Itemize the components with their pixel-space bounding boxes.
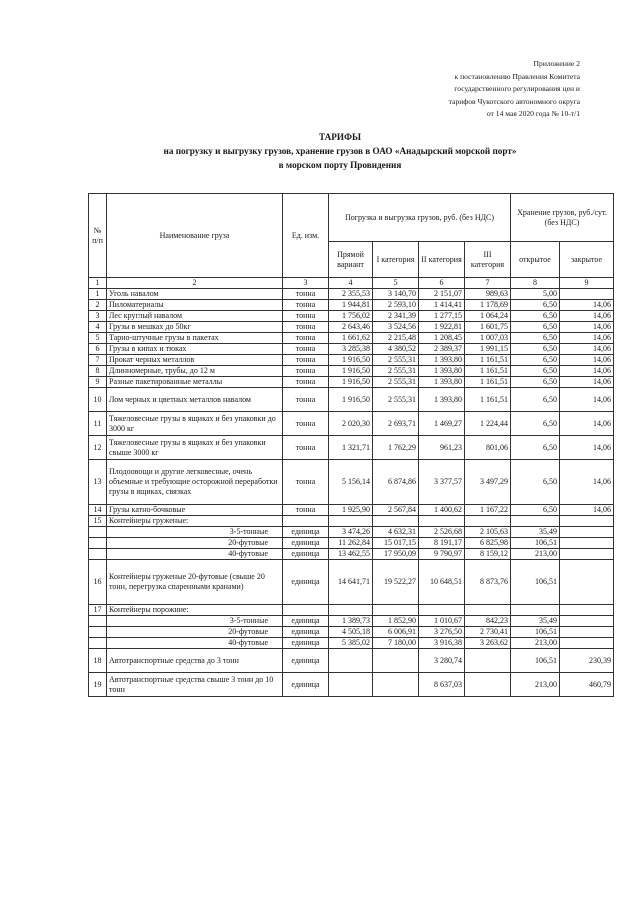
price-cat2: 1 393,80 <box>419 355 465 366</box>
storage-open: 6,50 <box>511 366 560 377</box>
header-cat2: II категория <box>419 242 465 278</box>
price-cat3: 1 161,51 <box>465 377 511 388</box>
header-cat3: III категория <box>465 242 511 278</box>
header-cat1: I категория <box>373 242 419 278</box>
price-cat1: 4 632,31 <box>373 527 419 538</box>
price-cat3: 1 178,69 <box>465 300 511 311</box>
price-cat2: 1 393,80 <box>419 388 465 412</box>
price-cat1: 4 380,52 <box>373 344 419 355</box>
storage-open: 6,50 <box>511 322 560 333</box>
storage-closed: 14,06 <box>560 344 614 355</box>
cargo-name: Тарно-штучные грузы в пакетах <box>107 333 283 344</box>
cargo-name: Уголь навалом <box>107 289 283 300</box>
price-cat1: 2 555,31 <box>373 388 419 412</box>
price-direct <box>329 673 373 697</box>
price-cat3: 1 224,44 <box>465 412 511 436</box>
column-index: 8 <box>511 278 560 289</box>
table-row <box>89 538 614 549</box>
price-direct: 1 916,50 <box>329 377 373 388</box>
storage-closed <box>560 605 614 616</box>
header-unit: Ед. изм. <box>283 194 329 278</box>
unit: единица <box>283 649 329 673</box>
storage-closed: 14,06 <box>560 388 614 412</box>
price-cat2: 2 389,37 <box>419 344 465 355</box>
storage-open: 6,50 <box>511 300 560 311</box>
header-open: открытое <box>511 242 560 278</box>
unit: тонна <box>283 460 329 505</box>
price-cat1: 6 874,86 <box>373 460 419 505</box>
cargo-name: Лом черных и цветных металлов навалом <box>107 388 283 412</box>
appendix-line: от 14 мая 2020 года № 10-т/1 <box>486 109 580 119</box>
price-direct: 13 462,55 <box>329 549 373 560</box>
row-number <box>89 527 107 538</box>
header-loading: Погрузка и выгрузка грузов, руб. (без НДС) <box>329 194 511 242</box>
table-row <box>89 605 614 616</box>
storage-open <box>511 516 560 527</box>
storage-open <box>511 605 560 616</box>
price-cat3: 1 161,51 <box>465 366 511 377</box>
unit: единица <box>283 527 329 538</box>
cargo-name: 20-футовые <box>107 627 283 638</box>
storage-open: 6,50 <box>511 333 560 344</box>
price-cat1: 2 341,39 <box>373 311 419 322</box>
unit: тонна <box>283 377 329 388</box>
unit: тонна <box>283 322 329 333</box>
price-cat1: 2 593,10 <box>373 300 419 311</box>
price-cat3: 1 991,15 <box>465 344 511 355</box>
price-cat3 <box>465 516 511 527</box>
table-row <box>89 344 614 355</box>
row-number: 3 <box>89 311 107 322</box>
row-number: 2 <box>89 300 107 311</box>
price-cat3: 801,06 <box>465 436 511 460</box>
storage-closed <box>560 516 614 527</box>
storage-open: 35,49 <box>511 616 560 627</box>
table-row <box>89 289 614 300</box>
table-row <box>89 516 614 527</box>
cargo-name: Тяжеловесные грузы в ящиках и без упаковки свыше 3000 кг <box>107 436 283 460</box>
table-row <box>89 355 614 366</box>
cargo-name: Грузы в мешках до 50кг <box>107 322 283 333</box>
table-row <box>89 673 614 697</box>
price-cat1: 3 140,70 <box>373 289 419 300</box>
unit: тонна <box>283 333 329 344</box>
storage-open: 106,51 <box>511 538 560 549</box>
table-row <box>89 560 614 605</box>
price-direct: 1 916,50 <box>329 388 373 412</box>
row-number: 8 <box>89 366 107 377</box>
unit: тонна <box>283 300 329 311</box>
unit <box>283 516 329 527</box>
unit: единица <box>283 638 329 649</box>
price-direct: 1 916,50 <box>329 355 373 366</box>
unit: единица <box>283 549 329 560</box>
storage-closed: 14,06 <box>560 322 614 333</box>
price-direct: 5 156,14 <box>329 460 373 505</box>
appendix-line: тарифов Чукотского автономного округа <box>448 96 580 106</box>
table-row <box>89 388 614 412</box>
storage-closed: 14,06 <box>560 377 614 388</box>
storage-closed <box>560 527 614 538</box>
price-cat1: 1 762,29 <box>373 436 419 460</box>
price-direct: 1 321,71 <box>329 436 373 460</box>
price-cat3: 2 730,41 <box>465 627 511 638</box>
price-cat2: 1 208,45 <box>419 333 465 344</box>
storage-closed <box>560 638 614 649</box>
price-direct: 3 474,26 <box>329 527 373 538</box>
storage-closed <box>560 538 614 549</box>
storage-open: 106,51 <box>511 560 560 605</box>
column-index-row <box>89 278 614 289</box>
price-cat3: 1 161,51 <box>465 388 511 412</box>
storage-open: 213,00 <box>511 673 560 697</box>
table-row <box>89 549 614 560</box>
table-row <box>89 366 614 377</box>
cargo-name: Прокат черных металлов <box>107 355 283 366</box>
price-cat1: 2 693,71 <box>373 412 419 436</box>
price-cat2: 1 400,62 <box>419 505 465 516</box>
price-cat3 <box>465 673 511 697</box>
price-direct <box>329 516 373 527</box>
storage-open: 6,50 <box>511 355 560 366</box>
row-number: 7 <box>89 355 107 366</box>
header-name: Наименование груза <box>107 194 283 278</box>
price-cat3 <box>465 649 511 673</box>
price-cat2: 961,23 <box>419 436 465 460</box>
storage-closed: 14,06 <box>560 505 614 516</box>
table-row <box>89 377 614 388</box>
row-number <box>89 616 107 627</box>
unit: тонна <box>283 436 329 460</box>
document-title <box>120 130 560 172</box>
row-number: 10 <box>89 388 107 412</box>
price-cat2: 1 393,80 <box>419 366 465 377</box>
table-row <box>89 627 614 638</box>
column-index: 3 <box>283 278 329 289</box>
cargo-name: Разные пакетированные металлы <box>107 377 283 388</box>
row-number: 13 <box>89 460 107 505</box>
price-cat2: 1 393,80 <box>419 377 465 388</box>
tariff-table <box>88 193 614 697</box>
price-cat1: 3 524,56 <box>373 322 419 333</box>
unit: тонна <box>283 505 329 516</box>
unit: тонна <box>283 289 329 300</box>
price-cat1 <box>373 605 419 616</box>
unit: единица <box>283 538 329 549</box>
storage-open: 6,50 <box>511 460 560 505</box>
storage-closed <box>560 627 614 638</box>
price-cat3: 1 161,51 <box>465 355 511 366</box>
price-cat3: 3 497,29 <box>465 460 511 505</box>
price-cat1: 2 555,31 <box>373 377 419 388</box>
storage-open: 6,50 <box>511 311 560 322</box>
price-cat2: 8 637,03 <box>419 673 465 697</box>
row-number: 5 <box>89 333 107 344</box>
storage-closed: 14,06 <box>560 366 614 377</box>
cargo-name: 40-футовые <box>107 549 283 560</box>
header-closed: закрытое <box>560 242 614 278</box>
row-number: 1 <box>89 289 107 300</box>
table-row <box>89 436 614 460</box>
column-index: 9 <box>560 278 614 289</box>
unit: тонна <box>283 355 329 366</box>
row-number <box>89 549 107 560</box>
price-direct: 1 944,81 <box>329 300 373 311</box>
cargo-name: Длинномерные, трубы, до 12 м <box>107 366 283 377</box>
cargo-name: Автотранспортные средства до 3 тонн <box>107 649 283 673</box>
title-main: ТАРИФЫ <box>319 132 361 142</box>
price-direct: 1 756,02 <box>329 311 373 322</box>
cargo-name: Лес круглый навалом <box>107 311 283 322</box>
price-cat3 <box>465 605 511 616</box>
unit: единица <box>283 673 329 697</box>
price-cat3: 842,23 <box>465 616 511 627</box>
price-cat1: 19 522,27 <box>373 560 419 605</box>
cargo-name: 3-5-тонные <box>107 616 283 627</box>
cargo-name: 20-футовые <box>107 538 283 549</box>
price-cat2: 1 277,15 <box>419 311 465 322</box>
cargo-name: Грузы в кипах и тюках <box>107 344 283 355</box>
cargo-name: 40-футовые <box>107 638 283 649</box>
storage-closed: 14,06 <box>560 333 614 344</box>
unit: тонна <box>283 366 329 377</box>
price-direct: 11 262,84 <box>329 538 373 549</box>
column-index: 7 <box>465 278 511 289</box>
price-cat2: 2 151,07 <box>419 289 465 300</box>
cargo-name: 3-5-тонные <box>107 527 283 538</box>
storage-open: 106,51 <box>511 627 560 638</box>
storage-open: 35,49 <box>511 527 560 538</box>
cargo-name: Грузы катно-бочковые <box>107 505 283 516</box>
price-cat1 <box>373 516 419 527</box>
price-cat2: 1 922,81 <box>419 322 465 333</box>
appendix-line: Приложение 2 <box>533 59 580 68</box>
table-row <box>89 412 614 436</box>
row-number: 16 <box>89 560 107 605</box>
unit: единица <box>283 560 329 605</box>
row-number: 19 <box>89 673 107 697</box>
storage-closed: 230,39 <box>560 649 614 673</box>
price-cat1: 17 950,09 <box>373 549 419 560</box>
price-cat2: 8 191,17 <box>419 538 465 549</box>
storage-open: 213,00 <box>511 638 560 649</box>
storage-closed <box>560 616 614 627</box>
table-row <box>89 300 614 311</box>
table-row <box>89 322 614 333</box>
row-number: 12 <box>89 436 107 460</box>
price-cat2: 3 280,74 <box>419 649 465 673</box>
appendix-line: к постановлению Правления Комитета <box>454 71 580 81</box>
price-cat1: 2 555,31 <box>373 366 419 377</box>
price-cat1: 1 852,90 <box>373 616 419 627</box>
price-cat2 <box>419 605 465 616</box>
table-row <box>89 638 614 649</box>
cargo-name: Пиломатериалы <box>107 300 283 311</box>
price-cat3: 1 064,24 <box>465 311 511 322</box>
column-index: 1 <box>89 278 107 289</box>
unit <box>283 605 329 616</box>
storage-open: 6,50 <box>511 377 560 388</box>
column-index: 5 <box>373 278 419 289</box>
price-cat2: 3 276,50 <box>419 627 465 638</box>
header-num: № п/п <box>89 194 107 278</box>
storage-open: 6,50 <box>511 344 560 355</box>
price-cat1: 6 006,91 <box>373 627 419 638</box>
price-cat1: 2 555,31 <box>373 355 419 366</box>
price-direct: 1 389,73 <box>329 616 373 627</box>
price-cat3: 8 873,76 <box>465 560 511 605</box>
column-index: 2 <box>107 278 283 289</box>
header-storage: Хранение грузов, руб./сут. (без НДС) <box>511 194 614 242</box>
row-number: 17 <box>89 605 107 616</box>
price-direct <box>329 605 373 616</box>
cargo-name: Автотранспортные средства свыше 3 тонн до 10 тонн <box>107 673 283 697</box>
unit: тонна <box>283 388 329 412</box>
table-row <box>89 527 614 538</box>
price-cat2: 3 377,57 <box>419 460 465 505</box>
column-index: 6 <box>419 278 465 289</box>
price-cat1 <box>373 649 419 673</box>
price-direct: 2 020,30 <box>329 412 373 436</box>
row-number: 15 <box>89 516 107 527</box>
storage-open: 5,00 <box>511 289 560 300</box>
price-cat2: 9 790,97 <box>419 549 465 560</box>
price-direct: 14 641,71 <box>329 560 373 605</box>
price-cat3: 1 601,75 <box>465 322 511 333</box>
price-cat2: 1 469,27 <box>419 412 465 436</box>
storage-closed: 14,06 <box>560 412 614 436</box>
storage-closed <box>560 289 614 300</box>
table-row <box>89 649 614 673</box>
storage-open: 6,50 <box>511 436 560 460</box>
row-number: 14 <box>89 505 107 516</box>
storage-closed: 14,06 <box>560 460 614 505</box>
header-direct: Прямой вариант <box>329 242 373 278</box>
price-cat1: 2 567,84 <box>373 505 419 516</box>
unit: тонна <box>283 344 329 355</box>
price-cat2: 2 526,68 <box>419 527 465 538</box>
storage-closed <box>560 560 614 605</box>
price-cat3: 8 159,12 <box>465 549 511 560</box>
price-cat1: 2 215,48 <box>373 333 419 344</box>
cargo-name: Контейнеры груженые 20-футовые (свыше 20 тонн, перегрузка спаренными кранами) <box>107 560 283 605</box>
price-direct: 1 916,50 <box>329 366 373 377</box>
appendix-line: государственного регулирования цен и <box>454 84 580 94</box>
title-location: в морском порту Провидения <box>278 160 402 170</box>
unit: тонна <box>283 311 329 322</box>
price-direct: 5 385,02 <box>329 638 373 649</box>
price-cat1: 15 017,15 <box>373 538 419 549</box>
cargo-name: Контейнеры груженые: <box>107 516 283 527</box>
unit: тонна <box>283 412 329 436</box>
table-row <box>89 616 614 627</box>
storage-closed: 14,06 <box>560 311 614 322</box>
price-cat1: 7 180,00 <box>373 638 419 649</box>
storage-open: 6,50 <box>511 412 560 436</box>
cargo-name: Тяжеловесные грузы в ящиках и без упаковки до 3000 кг <box>107 412 283 436</box>
storage-closed: 14,06 <box>560 300 614 311</box>
price-cat2: 3 916,38 <box>419 638 465 649</box>
row-number: 9 <box>89 377 107 388</box>
price-direct: 2 643,46 <box>329 322 373 333</box>
table-row <box>89 505 614 516</box>
price-cat1 <box>373 673 419 697</box>
cargo-name: Контейнеры порожние: <box>107 605 283 616</box>
storage-open: 6,50 <box>511 505 560 516</box>
table-row <box>89 311 614 322</box>
price-direct: 1 925,90 <box>329 505 373 516</box>
price-cat3: 1 167,22 <box>465 505 511 516</box>
unit: единица <box>283 616 329 627</box>
price-cat2: 10 648,51 <box>419 560 465 605</box>
cargo-name: Плодоовощи и другие легковесные, очень объемные и требующие осторожной переработки грузы в ящиках, связках <box>107 460 283 505</box>
price-cat2: 1 414,41 <box>419 300 465 311</box>
price-direct: 4 505,18 <box>329 627 373 638</box>
storage-open: 213,00 <box>511 549 560 560</box>
row-number <box>89 538 107 549</box>
row-number: 18 <box>89 649 107 673</box>
price-cat3: 6 825,98 <box>465 538 511 549</box>
storage-open: 106,51 <box>511 649 560 673</box>
price-direct: 2 355,53 <box>329 289 373 300</box>
price-direct <box>329 649 373 673</box>
row-number: 4 <box>89 322 107 333</box>
row-number: 6 <box>89 344 107 355</box>
storage-closed: 460,79 <box>560 673 614 697</box>
tariff-table-body <box>89 289 614 697</box>
price-direct: 3 285,38 <box>329 344 373 355</box>
row-number <box>89 627 107 638</box>
row-number: 11 <box>89 412 107 436</box>
storage-closed: 14,06 <box>560 355 614 366</box>
table-row <box>89 460 614 505</box>
price-cat3: 1 007,03 <box>465 333 511 344</box>
price-cat2: 1 010,67 <box>419 616 465 627</box>
price-cat2 <box>419 516 465 527</box>
price-direct: 1 661,62 <box>329 333 373 344</box>
storage-closed <box>560 549 614 560</box>
column-index: 4 <box>329 278 373 289</box>
unit: единица <box>283 627 329 638</box>
storage-open: 6,50 <box>511 388 560 412</box>
appendix-block <box>320 58 580 121</box>
row-number <box>89 638 107 649</box>
title-subtitle: на погрузку и выгрузку грузов, хранение грузов в ОАО «Анадырский морской порт» <box>163 146 517 156</box>
table-row <box>89 333 614 344</box>
price-cat3: 989,63 <box>465 289 511 300</box>
price-cat3: 2 105,63 <box>465 527 511 538</box>
price-cat3: 3 263,62 <box>465 638 511 649</box>
storage-closed: 14,06 <box>560 436 614 460</box>
